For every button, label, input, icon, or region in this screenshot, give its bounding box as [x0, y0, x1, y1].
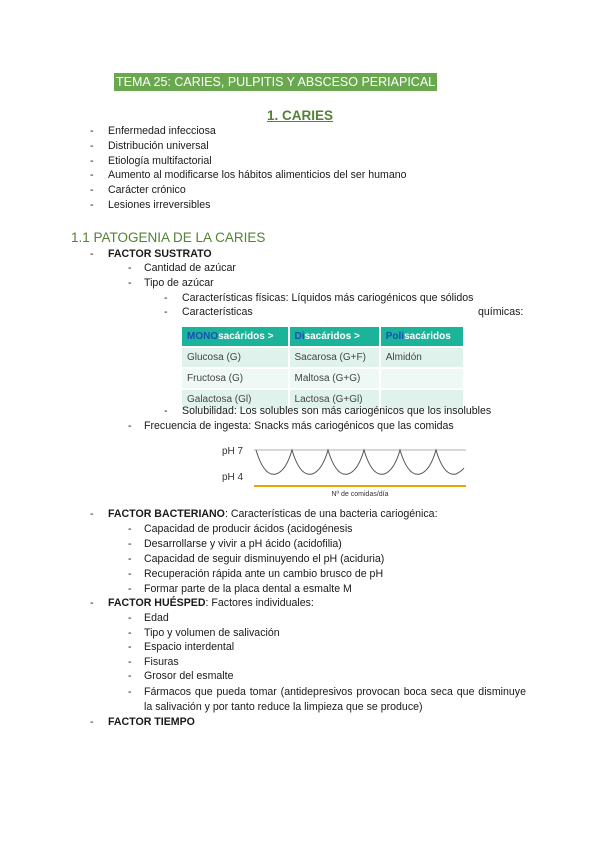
- graph-x-label: Nº de comidas/día: [331, 491, 389, 498]
- list-item: Lesiones irreversibles: [108, 199, 211, 211]
- list-item: Carácter crónico: [108, 184, 186, 196]
- dash: -: [90, 140, 94, 152]
- document-title: TEMA 25: CARIES, PULPITIS Y ABSCESO PERIAPICAL: [116, 75, 436, 89]
- header-prefix: Poli: [385, 331, 405, 342]
- section-heading-caries: 1. CARIES: [266, 108, 334, 123]
- factor-bacteriano-line: [108, 508, 438, 521]
- header-rest: sacáridos >: [218, 331, 274, 342]
- sugar-table: [182, 327, 465, 409]
- dash: -: [128, 538, 132, 550]
- table-cell: Glucosa (G): [182, 347, 289, 368]
- dash: -: [128, 262, 132, 274]
- list-item: Características: [182, 306, 253, 318]
- list-item: Espacio interdental: [144, 641, 235, 653]
- dash: -: [90, 184, 94, 196]
- farmacos-paragraph: Fármacos que pueda tomar (antidepresivos provocan boca seca que disminuye la salivación y por tanto reduce la limpieza que se produce): [144, 686, 526, 713]
- dash: -: [128, 641, 132, 653]
- graph-label-ph4: pH 4: [222, 472, 244, 483]
- dash: -: [164, 306, 168, 318]
- dash: -: [128, 553, 132, 565]
- table-row: [182, 368, 464, 389]
- factor-tiempo-line: [108, 716, 195, 729]
- dash: -: [90, 716, 94, 728]
- dash: -: [164, 292, 168, 304]
- factor-huesped-line: [108, 597, 314, 610]
- list-item: Formar parte de la placa dental a esmalte M: [144, 583, 352, 595]
- list-item-end: químicas:: [478, 306, 524, 318]
- dash: -: [90, 199, 94, 211]
- header-prefix: MONO: [187, 331, 219, 342]
- table-cell: Galactosa (Gl): [182, 389, 289, 409]
- list-item: Cantidad de azúcar: [144, 262, 236, 274]
- list-item: Características físicas: Líquidos más cariogénicos que sólidos: [182, 292, 474, 304]
- list-item: Frecuencia de ingesta: Snacks más cariogénicos que las comidas: [144, 420, 454, 432]
- table-cell: Sacarosa (G+F): [289, 347, 380, 368]
- table-header-row: [182, 327, 464, 347]
- factor-bacteriano-desc: : Características de una bacteria cariogénica:: [224, 508, 438, 520]
- dash: -: [90, 155, 94, 167]
- factor-bacteriano-title: FACTOR BACTERIANO: [108, 508, 225, 520]
- list-item: Capacidad de seguir disminuyendo el pH (aciduria): [144, 553, 385, 565]
- table-cell: Almidón: [380, 347, 464, 368]
- table-row: [182, 347, 464, 368]
- factor-huesped-title: FACTOR HUÉSPED: [108, 597, 206, 609]
- dash: -: [128, 568, 132, 580]
- header-rest: sacáridos: [404, 331, 451, 342]
- dash: -: [128, 627, 132, 639]
- header-rest: sacáridos >: [304, 331, 360, 342]
- dash: -: [90, 508, 94, 520]
- list-item: Distribución universal: [108, 140, 209, 152]
- dash: -: [90, 597, 94, 609]
- table-header: [182, 327, 289, 347]
- table-cell: Maltosa (G+G): [289, 368, 380, 389]
- header-prefix: Di: [294, 331, 305, 342]
- list-item: Recuperación rápida ante un cambio brusco de pH: [144, 568, 384, 580]
- dash: -: [128, 686, 132, 698]
- dash: -: [90, 248, 94, 260]
- dash: -: [128, 277, 132, 289]
- dash: -: [128, 583, 132, 595]
- ph-curve-graph: [220, 437, 470, 499]
- dash: -: [128, 656, 132, 668]
- dash: -: [128, 523, 132, 535]
- list-item: Etiología multifactorial: [108, 155, 212, 167]
- ph-curve: [256, 450, 464, 474]
- table-header: [289, 327, 380, 347]
- factor-sustrato-label: [108, 248, 212, 261]
- graph-label-ph7: pH 7: [222, 446, 244, 457]
- list-item: Capacidad de producir ácidos (acidogénesis: [144, 523, 353, 535]
- list-item: Grosor del esmalte: [144, 670, 234, 682]
- table-cell: Fructosa (G): [182, 368, 289, 389]
- list-item: Edad: [144, 612, 169, 624]
- list-item: Desarrollarse y vivir a pH ácido (acidofilia): [144, 538, 342, 550]
- list-item: Tipo de azúcar: [144, 277, 214, 289]
- dash: -: [90, 169, 94, 181]
- list-item: Aumento al modificarse los hábitos alimenticios del ser humano: [108, 169, 407, 181]
- factor-sustrato-title: FACTOR SUSTRATO: [108, 248, 212, 260]
- table-header: [380, 327, 464, 347]
- dash: -: [90, 125, 94, 137]
- factor-tiempo-title: FACTOR TIEMPO: [108, 716, 195, 728]
- table-cell: [380, 368, 464, 389]
- dash: -: [128, 612, 132, 624]
- dash: -: [128, 420, 132, 432]
- dash: -: [164, 405, 168, 417]
- section-heading-patogenia: 1.1 PATOGENIA DE LA CARIES: [71, 230, 266, 245]
- factor-huesped-desc: : Factores individuales:: [205, 597, 314, 609]
- list-item: Solubilidad: Los solubles son más cariogénicos que los insolubles: [182, 405, 492, 417]
- list-item: Fisuras: [144, 656, 179, 668]
- table-cell: Lactosa (G+Gl): [289, 389, 380, 409]
- dash: -: [128, 670, 132, 682]
- list-item: Enfermedad infecciosa: [108, 125, 216, 137]
- list-item: Tipo y volumen de salivación: [144, 627, 280, 639]
